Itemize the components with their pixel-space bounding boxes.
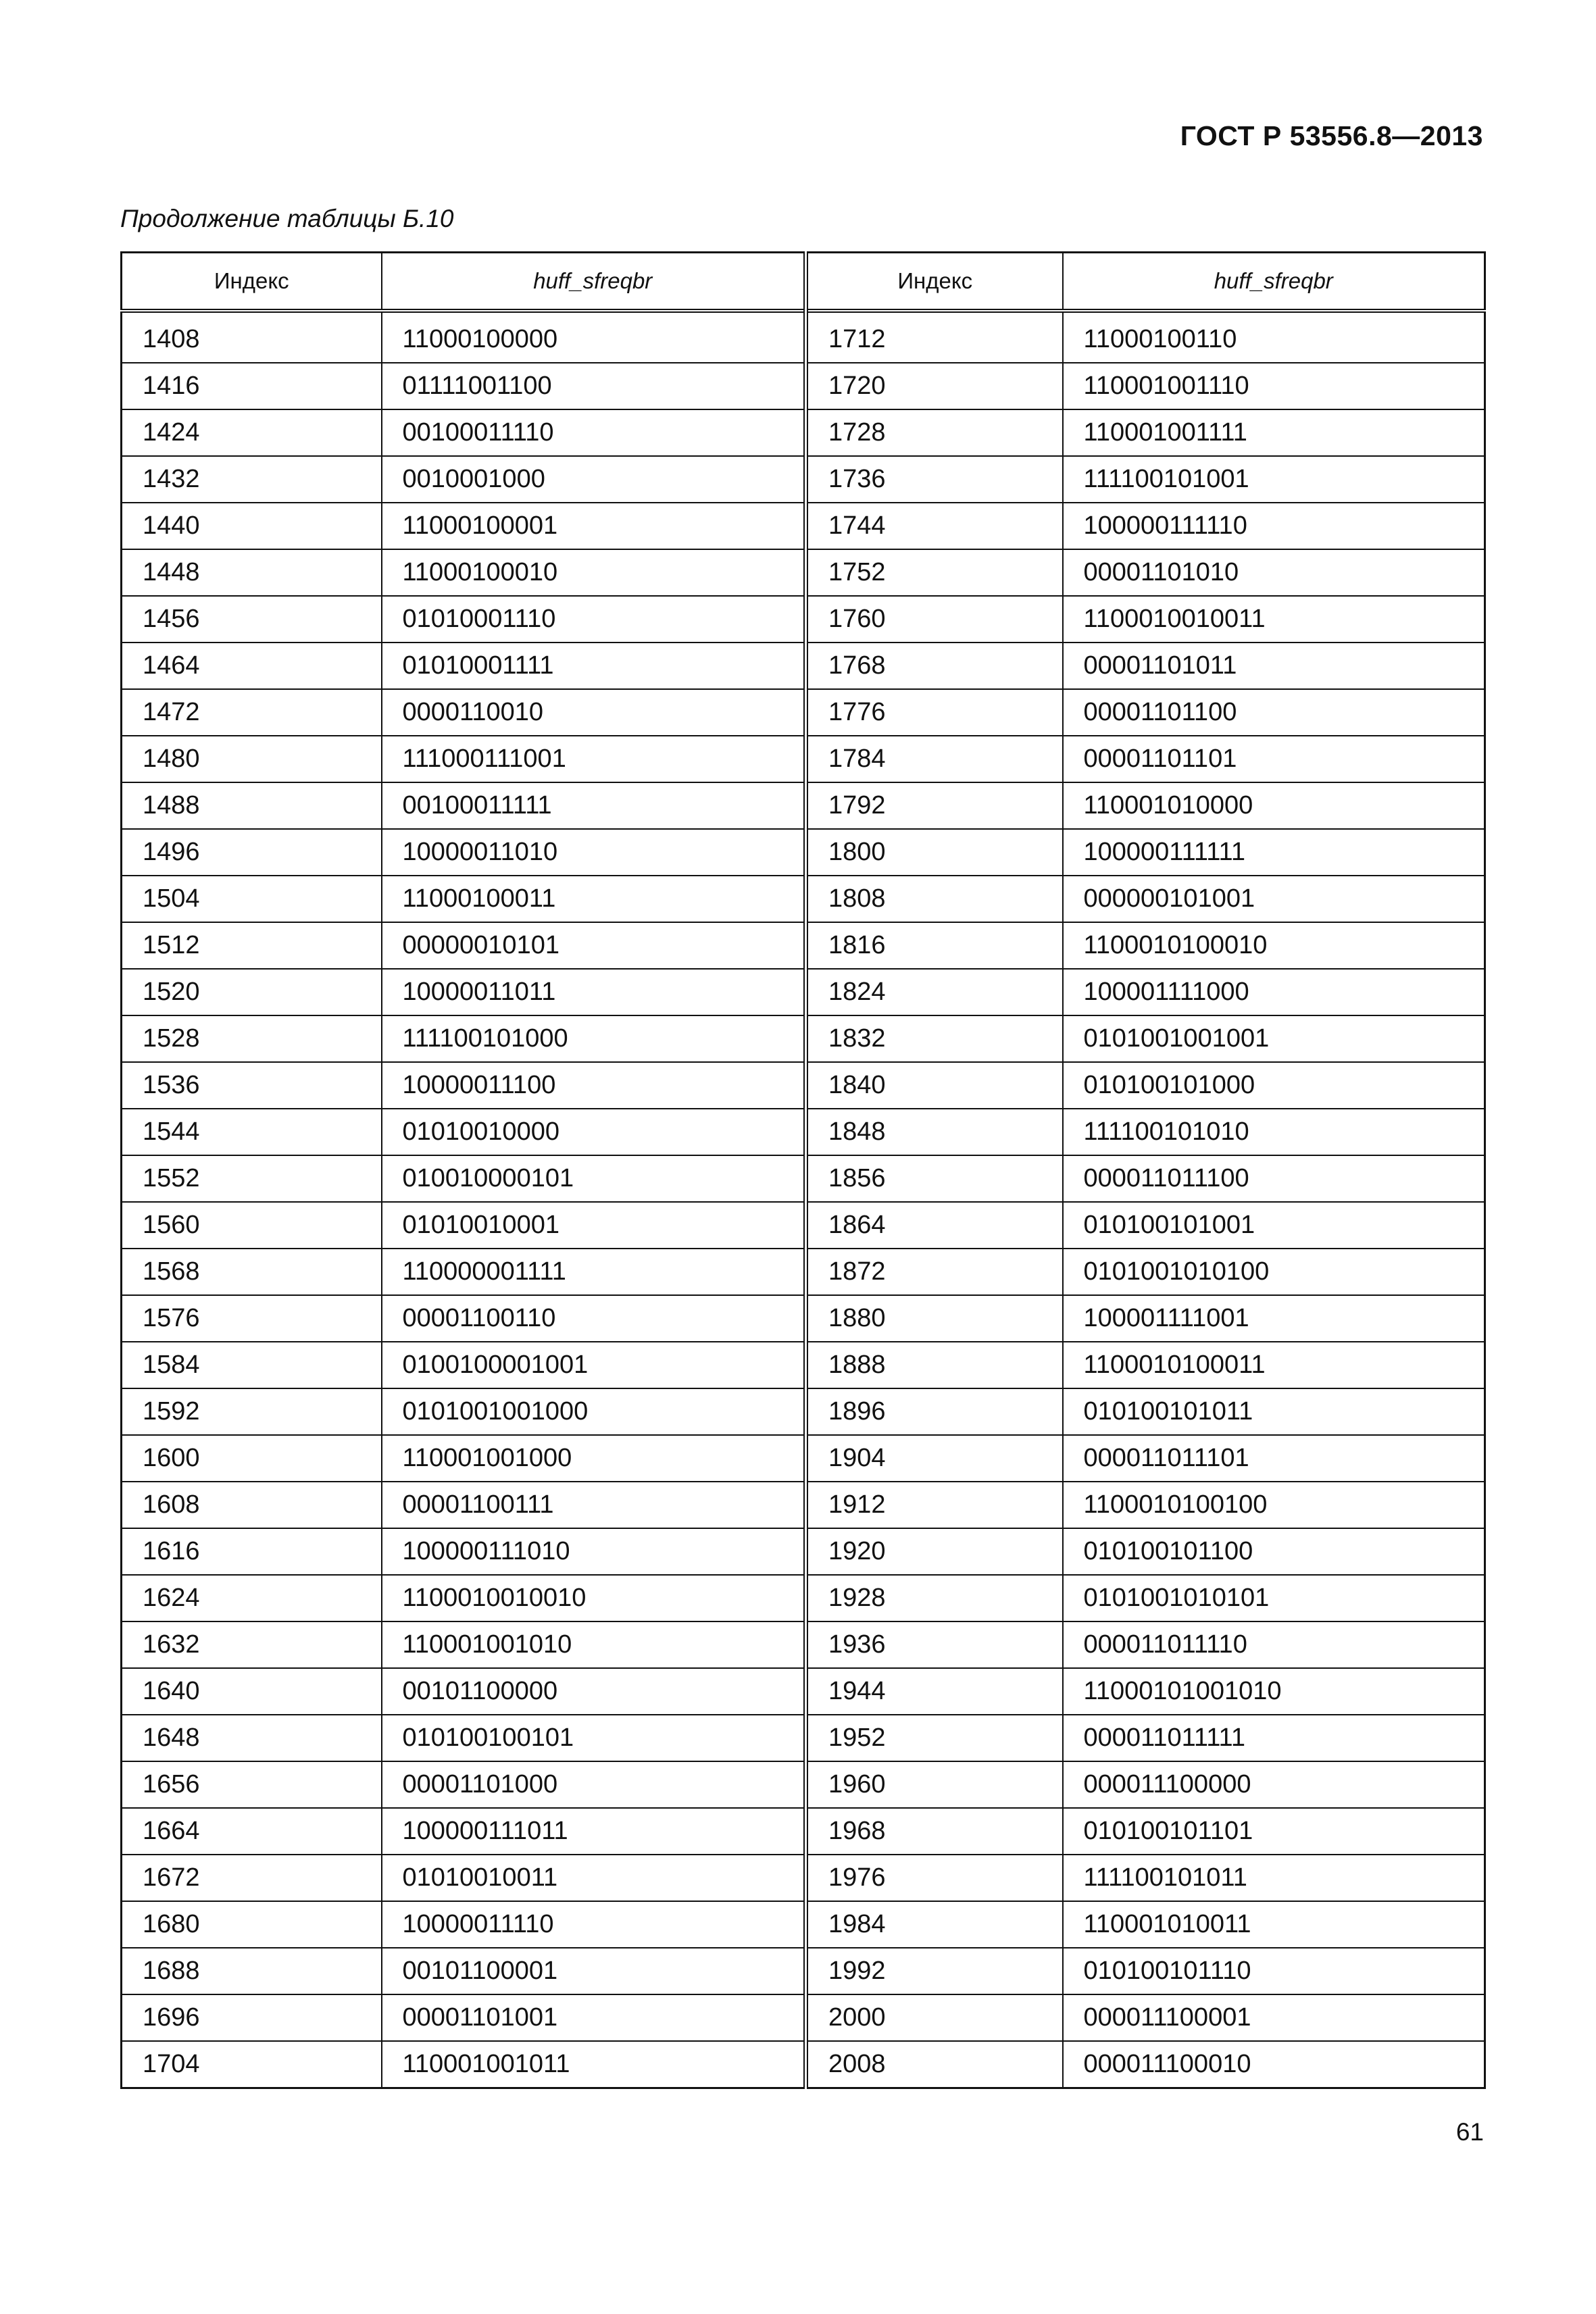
column-header-code-right: huff_sfreqbr <box>1063 253 1485 311</box>
code-right-cell: 1100010010011 <box>1063 596 1485 643</box>
table-row <box>122 2041 1485 2088</box>
code-right-cell: 010100101011 <box>1063 1388 1485 1435</box>
code-right-cell: 000000101001 <box>1063 876 1485 922</box>
index-right-cell: 1928 <box>806 1575 1063 1621</box>
code-right-cell: 010100101101 <box>1063 1808 1485 1855</box>
code-left-cell: 1100010010010 <box>382 1575 806 1621</box>
code-left-cell: 11000100011 <box>382 876 806 922</box>
code-left-cell: 100000111010 <box>382 1528 806 1575</box>
code-right-cell: 100001111000 <box>1063 969 1485 1015</box>
code-right-cell: 000011011111 <box>1063 1715 1485 1761</box>
table-header-row <box>122 253 1485 311</box>
code-left-cell: 0010001000 <box>382 456 806 503</box>
code-right-cell: 100001111001 <box>1063 1295 1485 1342</box>
code-right-cell: 00001101101 <box>1063 736 1485 782</box>
table-row <box>122 1062 1485 1109</box>
index-left-cell: 1544 <box>122 1109 382 1155</box>
index-left-cell: 1448 <box>122 549 382 596</box>
document-header: ГОСТ Р 53556.8—2013 <box>1180 120 1483 151</box>
code-left-cell: 01010010011 <box>382 1855 806 1901</box>
index-left-cell: 1648 <box>122 1715 382 1761</box>
code-right-cell: 1100010100010 <box>1063 922 1485 969</box>
table-row <box>122 1342 1485 1388</box>
index-right-cell: 1944 <box>806 1668 1063 1715</box>
index-left-cell: 1520 <box>122 969 382 1015</box>
index-left-cell: 1560 <box>122 1202 382 1249</box>
index-right-cell: 1952 <box>806 1715 1063 1761</box>
index-right-cell: 1736 <box>806 456 1063 503</box>
index-left-cell: 1488 <box>122 782 382 829</box>
index-left-cell: 1496 <box>122 829 382 876</box>
index-right-cell: 1792 <box>806 782 1063 829</box>
code-right-cell: 0101001010101 <box>1063 1575 1485 1621</box>
index-right-cell: 1768 <box>806 643 1063 689</box>
index-left-cell: 1680 <box>122 1901 382 1948</box>
code-right-cell: 010100101001 <box>1063 1202 1485 1249</box>
code-left-cell: 111000111001 <box>382 736 806 782</box>
index-right-cell: 1848 <box>806 1109 1063 1155</box>
index-right-cell: 1896 <box>806 1388 1063 1435</box>
code-right-cell: 00001101011 <box>1063 643 1485 689</box>
code-left-cell: 100000111011 <box>382 1808 806 1855</box>
code-right-cell: 111100101001 <box>1063 456 1485 503</box>
code-left-cell: 11000100000 <box>382 311 806 363</box>
index-right-cell: 1784 <box>806 736 1063 782</box>
table-row <box>122 876 1485 922</box>
table-row <box>122 1155 1485 1202</box>
code-left-cell: 110001001010 <box>382 1621 806 1668</box>
table-row <box>122 456 1485 503</box>
code-left-cell: 00101100001 <box>382 1948 806 1994</box>
code-left-cell: 11000100010 <box>382 549 806 596</box>
index-right-cell: 1808 <box>806 876 1063 922</box>
index-right-cell: 1976 <box>806 1855 1063 1901</box>
code-right-cell: 1100010100011 <box>1063 1342 1485 1388</box>
index-left-cell: 1504 <box>122 876 382 922</box>
index-left-cell: 1688 <box>122 1948 382 1994</box>
code-left-cell: 110000001111 <box>382 1249 806 1295</box>
index-right-cell: 1912 <box>806 1482 1063 1528</box>
index-right-cell: 1960 <box>806 1761 1063 1808</box>
index-left-cell: 1632 <box>122 1621 382 1668</box>
table-row <box>122 643 1485 689</box>
index-right-cell: 1968 <box>806 1808 1063 1855</box>
code-right-cell: 010100101100 <box>1063 1528 1485 1575</box>
code-right-cell: 00001101010 <box>1063 549 1485 596</box>
code-right-cell: 110001010011 <box>1063 1901 1485 1948</box>
code-left-cell: 00001100110 <box>382 1295 806 1342</box>
index-right-cell: 1936 <box>806 1621 1063 1668</box>
index-left-cell: 1576 <box>122 1295 382 1342</box>
index-right-cell: 1832 <box>806 1015 1063 1062</box>
code-left-cell: 00000010101 <box>382 922 806 969</box>
code-left-cell: 00001100111 <box>382 1482 806 1528</box>
index-left-cell: 1672 <box>122 1855 382 1901</box>
index-left-cell: 1512 <box>122 922 382 969</box>
code-right-cell: 11000101001010 <box>1063 1668 1485 1715</box>
index-right-cell: 1800 <box>806 829 1063 876</box>
code-right-cell: 000011011100 <box>1063 1155 1485 1202</box>
index-left-cell: 1656 <box>122 1761 382 1808</box>
code-right-cell: 010100101110 <box>1063 1948 1485 1994</box>
code-right-cell: 100000111111 <box>1063 829 1485 876</box>
index-left-cell: 1432 <box>122 456 382 503</box>
code-right-cell: 111100101010 <box>1063 1109 1485 1155</box>
table-row <box>122 1621 1485 1668</box>
index-left-cell: 1640 <box>122 1668 382 1715</box>
index-left-cell: 1664 <box>122 1808 382 1855</box>
table-row <box>122 503 1485 549</box>
table-row <box>122 782 1485 829</box>
code-right-cell: 110001001110 <box>1063 363 1485 409</box>
index-right-cell: 1920 <box>806 1528 1063 1575</box>
table-caption: Продолжение таблицы Б.10 <box>120 205 454 232</box>
index-left-cell: 1696 <box>122 1994 382 2041</box>
data-table <box>120 251 1486 2089</box>
index-right-cell: 1824 <box>806 969 1063 1015</box>
table-row <box>122 969 1485 1015</box>
code-left-cell: 0100100001001 <box>382 1342 806 1388</box>
code-left-cell: 01010001110 <box>382 596 806 643</box>
code-right-cell: 00001101100 <box>1063 689 1485 736</box>
code-left-cell: 00001101001 <box>382 1994 806 2041</box>
index-left-cell: 1456 <box>122 596 382 643</box>
index-right-cell: 1840 <box>806 1062 1063 1109</box>
table-body <box>122 311 1485 2088</box>
table-row <box>122 311 1485 363</box>
page-number: 61 <box>1455 2118 1484 2146</box>
index-left-cell: 1624 <box>122 1575 382 1621</box>
table-row <box>122 922 1485 969</box>
code-right-cell: 000011011101 <box>1063 1435 1485 1482</box>
index-left-cell: 1600 <box>122 1435 382 1482</box>
index-right-cell: 1856 <box>806 1155 1063 1202</box>
code-right-cell: 000011100010 <box>1063 2041 1485 2088</box>
code-left-cell: 110001001011 <box>382 2041 806 2088</box>
code-left-cell: 110001001000 <box>382 1435 806 1482</box>
index-right-cell: 1864 <box>806 1202 1063 1249</box>
table-row <box>122 409 1485 456</box>
code-left-cell: 11000100001 <box>382 503 806 549</box>
index-right-cell: 1776 <box>806 689 1063 736</box>
code-left-cell: 111100101000 <box>382 1015 806 1062</box>
index-left-cell: 1568 <box>122 1249 382 1295</box>
table-row <box>122 549 1485 596</box>
table-row <box>122 689 1485 736</box>
table-row <box>122 736 1485 782</box>
code-left-cell: 10000011100 <box>382 1062 806 1109</box>
table-row <box>122 1855 1485 1901</box>
table-row <box>122 1435 1485 1482</box>
code-left-cell: 00100011111 <box>382 782 806 829</box>
table-row <box>122 1295 1485 1342</box>
index-right-cell: 2000 <box>806 1994 1063 2041</box>
index-left-cell: 1584 <box>122 1342 382 1388</box>
table-row <box>122 1901 1485 1948</box>
index-left-cell: 1592 <box>122 1388 382 1435</box>
column-header-index-left: Индекс <box>122 253 382 311</box>
code-left-cell: 00100011110 <box>382 409 806 456</box>
table-row <box>122 1482 1485 1528</box>
index-left-cell: 1704 <box>122 2041 382 2088</box>
code-right-cell: 111100101011 <box>1063 1855 1485 1901</box>
table-row <box>122 1575 1485 1621</box>
index-left-cell: 1424 <box>122 409 382 456</box>
index-right-cell: 1720 <box>806 363 1063 409</box>
index-left-cell: 1480 <box>122 736 382 782</box>
index-left-cell: 1528 <box>122 1015 382 1062</box>
index-right-cell: 1984 <box>806 1901 1063 1948</box>
code-left-cell: 00001101000 <box>382 1761 806 1808</box>
table-row <box>122 1761 1485 1808</box>
code-right-cell: 11000100110 <box>1063 311 1485 363</box>
table-row <box>122 1015 1485 1062</box>
code-right-cell: 100000111110 <box>1063 503 1485 549</box>
code-left-cell: 01010010000 <box>382 1109 806 1155</box>
code-left-cell: 10000011010 <box>382 829 806 876</box>
table-row <box>122 1668 1485 1715</box>
index-left-cell: 1440 <box>122 503 382 549</box>
code-right-cell: 000011011110 <box>1063 1621 1485 1668</box>
code-left-cell: 0101001001000 <box>382 1388 806 1435</box>
table-row <box>122 363 1485 409</box>
code-left-cell: 010010000101 <box>382 1155 806 1202</box>
index-right-cell: 1992 <box>806 1948 1063 1994</box>
index-left-cell: 1616 <box>122 1528 382 1575</box>
table-row <box>122 829 1485 876</box>
index-right-cell: 1880 <box>806 1295 1063 1342</box>
code-right-cell: 0101001010100 <box>1063 1249 1485 1295</box>
index-right-cell: 1904 <box>806 1435 1063 1482</box>
index-right-cell: 1816 <box>806 922 1063 969</box>
table-row <box>122 1948 1485 1994</box>
code-right-cell: 000011100001 <box>1063 1994 1485 2041</box>
index-right-cell: 1752 <box>806 549 1063 596</box>
code-left-cell: 10000011011 <box>382 969 806 1015</box>
index-left-cell: 1416 <box>122 363 382 409</box>
code-left-cell: 01111001100 <box>382 363 806 409</box>
index-right-cell: 1728 <box>806 409 1063 456</box>
code-right-cell: 1100010100100 <box>1063 1482 1485 1528</box>
code-right-cell: 010100101000 <box>1063 1062 1485 1109</box>
column-header-index-right: Индекс <box>806 253 1063 311</box>
code-left-cell: 01010001111 <box>382 643 806 689</box>
code-left-cell: 00101100000 <box>382 1668 806 1715</box>
code-right-cell: 0101001001001 <box>1063 1015 1485 1062</box>
table-row <box>122 596 1485 643</box>
code-left-cell: 10000011110 <box>382 1901 806 1948</box>
code-left-cell: 0000110010 <box>382 689 806 736</box>
code-right-cell: 110001001111 <box>1063 409 1485 456</box>
table-row <box>122 1388 1485 1435</box>
code-right-cell: 000011100000 <box>1063 1761 1485 1808</box>
index-left-cell: 1552 <box>122 1155 382 1202</box>
index-right-cell: 1712 <box>806 311 1063 363</box>
index-right-cell: 2008 <box>806 2041 1063 2088</box>
code-left-cell: 01010010001 <box>382 1202 806 1249</box>
code-right-cell: 110001010000 <box>1063 782 1485 829</box>
table-row <box>122 1202 1485 1249</box>
index-right-cell: 1888 <box>806 1342 1063 1388</box>
index-right-cell: 1872 <box>806 1249 1063 1295</box>
table-row <box>122 1109 1485 1155</box>
index-right-cell: 1744 <box>806 503 1063 549</box>
table-row <box>122 1715 1485 1761</box>
index-left-cell: 1464 <box>122 643 382 689</box>
table-row <box>122 1528 1485 1575</box>
index-left-cell: 1472 <box>122 689 382 736</box>
table-row <box>122 1808 1485 1855</box>
table-row <box>122 1994 1485 2041</box>
index-left-cell: 1536 <box>122 1062 382 1109</box>
column-header-code-left: huff_sfreqbr <box>382 253 806 311</box>
index-right-cell: 1760 <box>806 596 1063 643</box>
index-left-cell: 1408 <box>122 311 382 363</box>
table-row <box>122 1249 1485 1295</box>
index-left-cell: 1608 <box>122 1482 382 1528</box>
code-left-cell: 010100100101 <box>382 1715 806 1761</box>
